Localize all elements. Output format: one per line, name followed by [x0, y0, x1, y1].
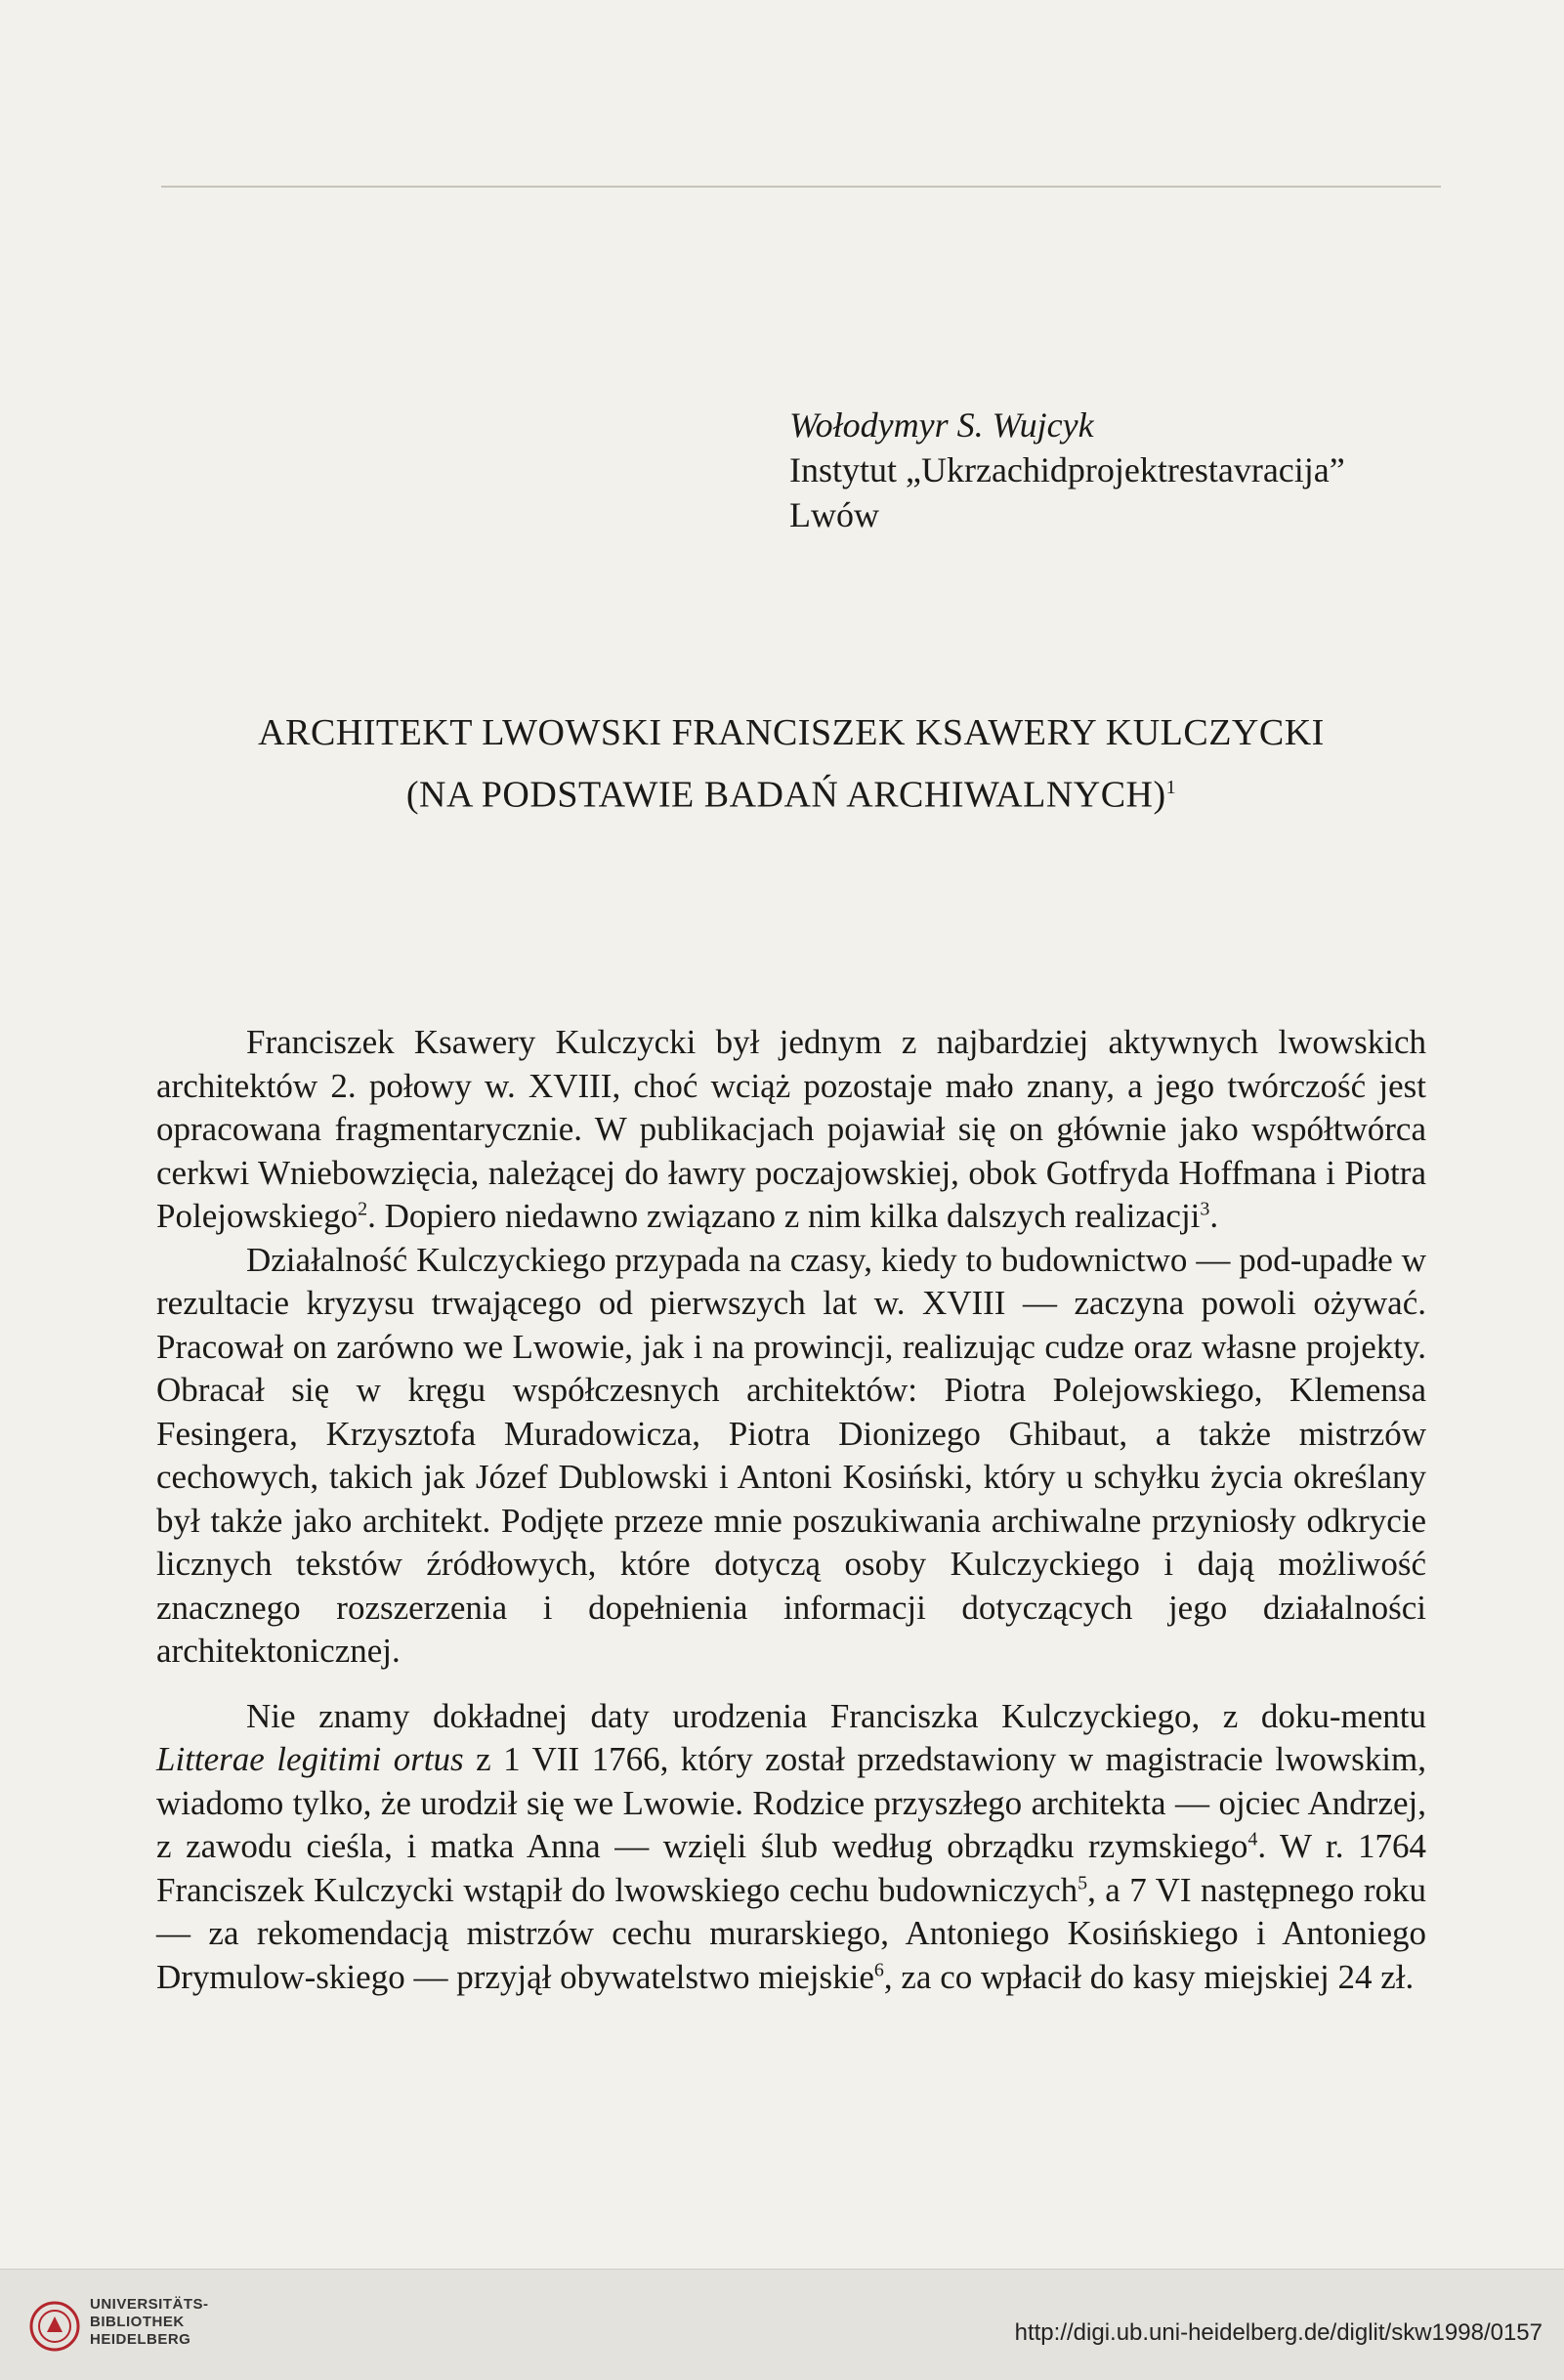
title-line-2 [156, 760, 1426, 823]
library-name-line-2: BIBLIOTHEK [90, 2314, 185, 2330]
footnote-ref-4: 4 [1247, 1828, 1258, 1850]
p1-text-3: . [1209, 1197, 1219, 1235]
footnote-ref-3: 3 [1200, 1198, 1210, 1220]
author-block [789, 403, 1345, 537]
title-line-1: ARCHITEKT LWOWSKI FRANCISZEK KSAWERY KULCZYCKI [258, 712, 1325, 753]
footnote-ref-6: 6 [873, 1958, 884, 1980]
footnote-ref-5: 5 [1078, 1871, 1088, 1893]
permalink-url[interactable]: http://digi.ub.uni-heidelberg.de/diglit/skw1998/0157 [1014, 2319, 1543, 2346]
library-name [90, 2296, 209, 2349]
p3-text-1: Nie znamy dokładnej daty urodzenia Franciszka Kulczyckiego, z doku-mentu [246, 1696, 1426, 1735]
author-name: Wołodymyr S. Wujcyk [789, 405, 1094, 445]
university-seal-icon [29, 2301, 80, 2352]
p3-text-4: , a 7 VI następnego roku — za rekomendacją mistrzów cechu murarskiego, Antoniego Kosińskiego i Antoniego Drymulow-skiego — przyjął obywatelstwo miejskie [156, 1870, 1426, 1996]
p1-text-1: Franciszek Ksawery Kulczycki był jednym z najbardziej aktywnych lwowskich architektów 2. połowy w. XVIII, choć wciąż pozostaje mało znany, a jego twórczość jest opracowana fragmentarycznie. W publikacjach pojawiał się on głównie jako współtwórca cerkwi Wniebowzięcia, należącej do ławry poczajowskiej, obok Gotfryda Hoffmana i Piotra Polejowskiego [156, 1023, 1426, 1235]
p1-text-2: . Dopiero niedawno związano z nim kilka dalszych realizacji [367, 1197, 1201, 1235]
title-line-2-text: (NA PODSTAWIE BADAŃ ARCHIWALNYCH) [405, 774, 1166, 816]
footnote-ref-2: 2 [358, 1198, 368, 1220]
library-name-line-3: HEIDELBERG [90, 2331, 191, 2348]
library-name-line-1: UNIVERSITÄTS- [90, 2296, 209, 2313]
article-title [156, 705, 1426, 823]
p3-text-3: . W r. 1764 Franciszek Kulczycki wstąpił do lwowskiego cechu budowniczych [156, 1827, 1426, 1909]
header-rule [161, 186, 1441, 188]
author-city: Lwów [789, 495, 879, 534]
article-body [156, 1021, 1426, 1999]
p3-italic-title: Litterae legitimi ortus [156, 1740, 464, 1778]
paragraph-2: Działalność Kulczyckiego przypada na czasy, kiedy to budownictwo — pod-upadłe w rezultacie kryzysu trwającego od pierwszych lat w. XVIII — zaczyna powoli ożywać. Pracował on zarówno we Lwowie, jak i na prowincji, realizując cudze oraz własne projekty. Obracał się w kręgu współczesnych architektów: Piotra Polejowskiego, Klemensa Fesingera, Krzysztofa Muradowicza, Piotra Dionizego Ghibaut, a także mistrzów cechowych, takich jak Józef Dublowski i Antoni Kosiński, który u schyłku życia określany był także jako architekt. Podjęte przeze mnie poszukiwania archiwalne przyniosły odkrycie licznych tekstów źródłowych, które dotyczą osoby Kulczyckiego i dają możliwość znacznego rozszerzenia i dopełnienia informacji dotyczących jego działalności architektonicznej. [156, 1240, 1426, 1670]
author-institute: Instytut „Ukrzachidprojektrestavracija” [789, 450, 1345, 489]
p3-text-5: , za co wpłacił do kasy miejskiej 24 zł. [883, 1957, 1415, 1996]
paragraph-1 [156, 1021, 1426, 1239]
title-footnote-ref: 1 [1165, 777, 1177, 798]
p3-text-2: z 1 VII 1766, który został przedstawiony w magistracie lwowskim, wiadomo tylko, że urodził się we Lwowie. Rodzice przyszłego architekta — ojciec Andrzej, z zawodu cieśla, i matka Anna — wzięli ślub według obrządku rzymskiego [156, 1740, 1426, 1865]
paragraph-3 [156, 1695, 1426, 2000]
